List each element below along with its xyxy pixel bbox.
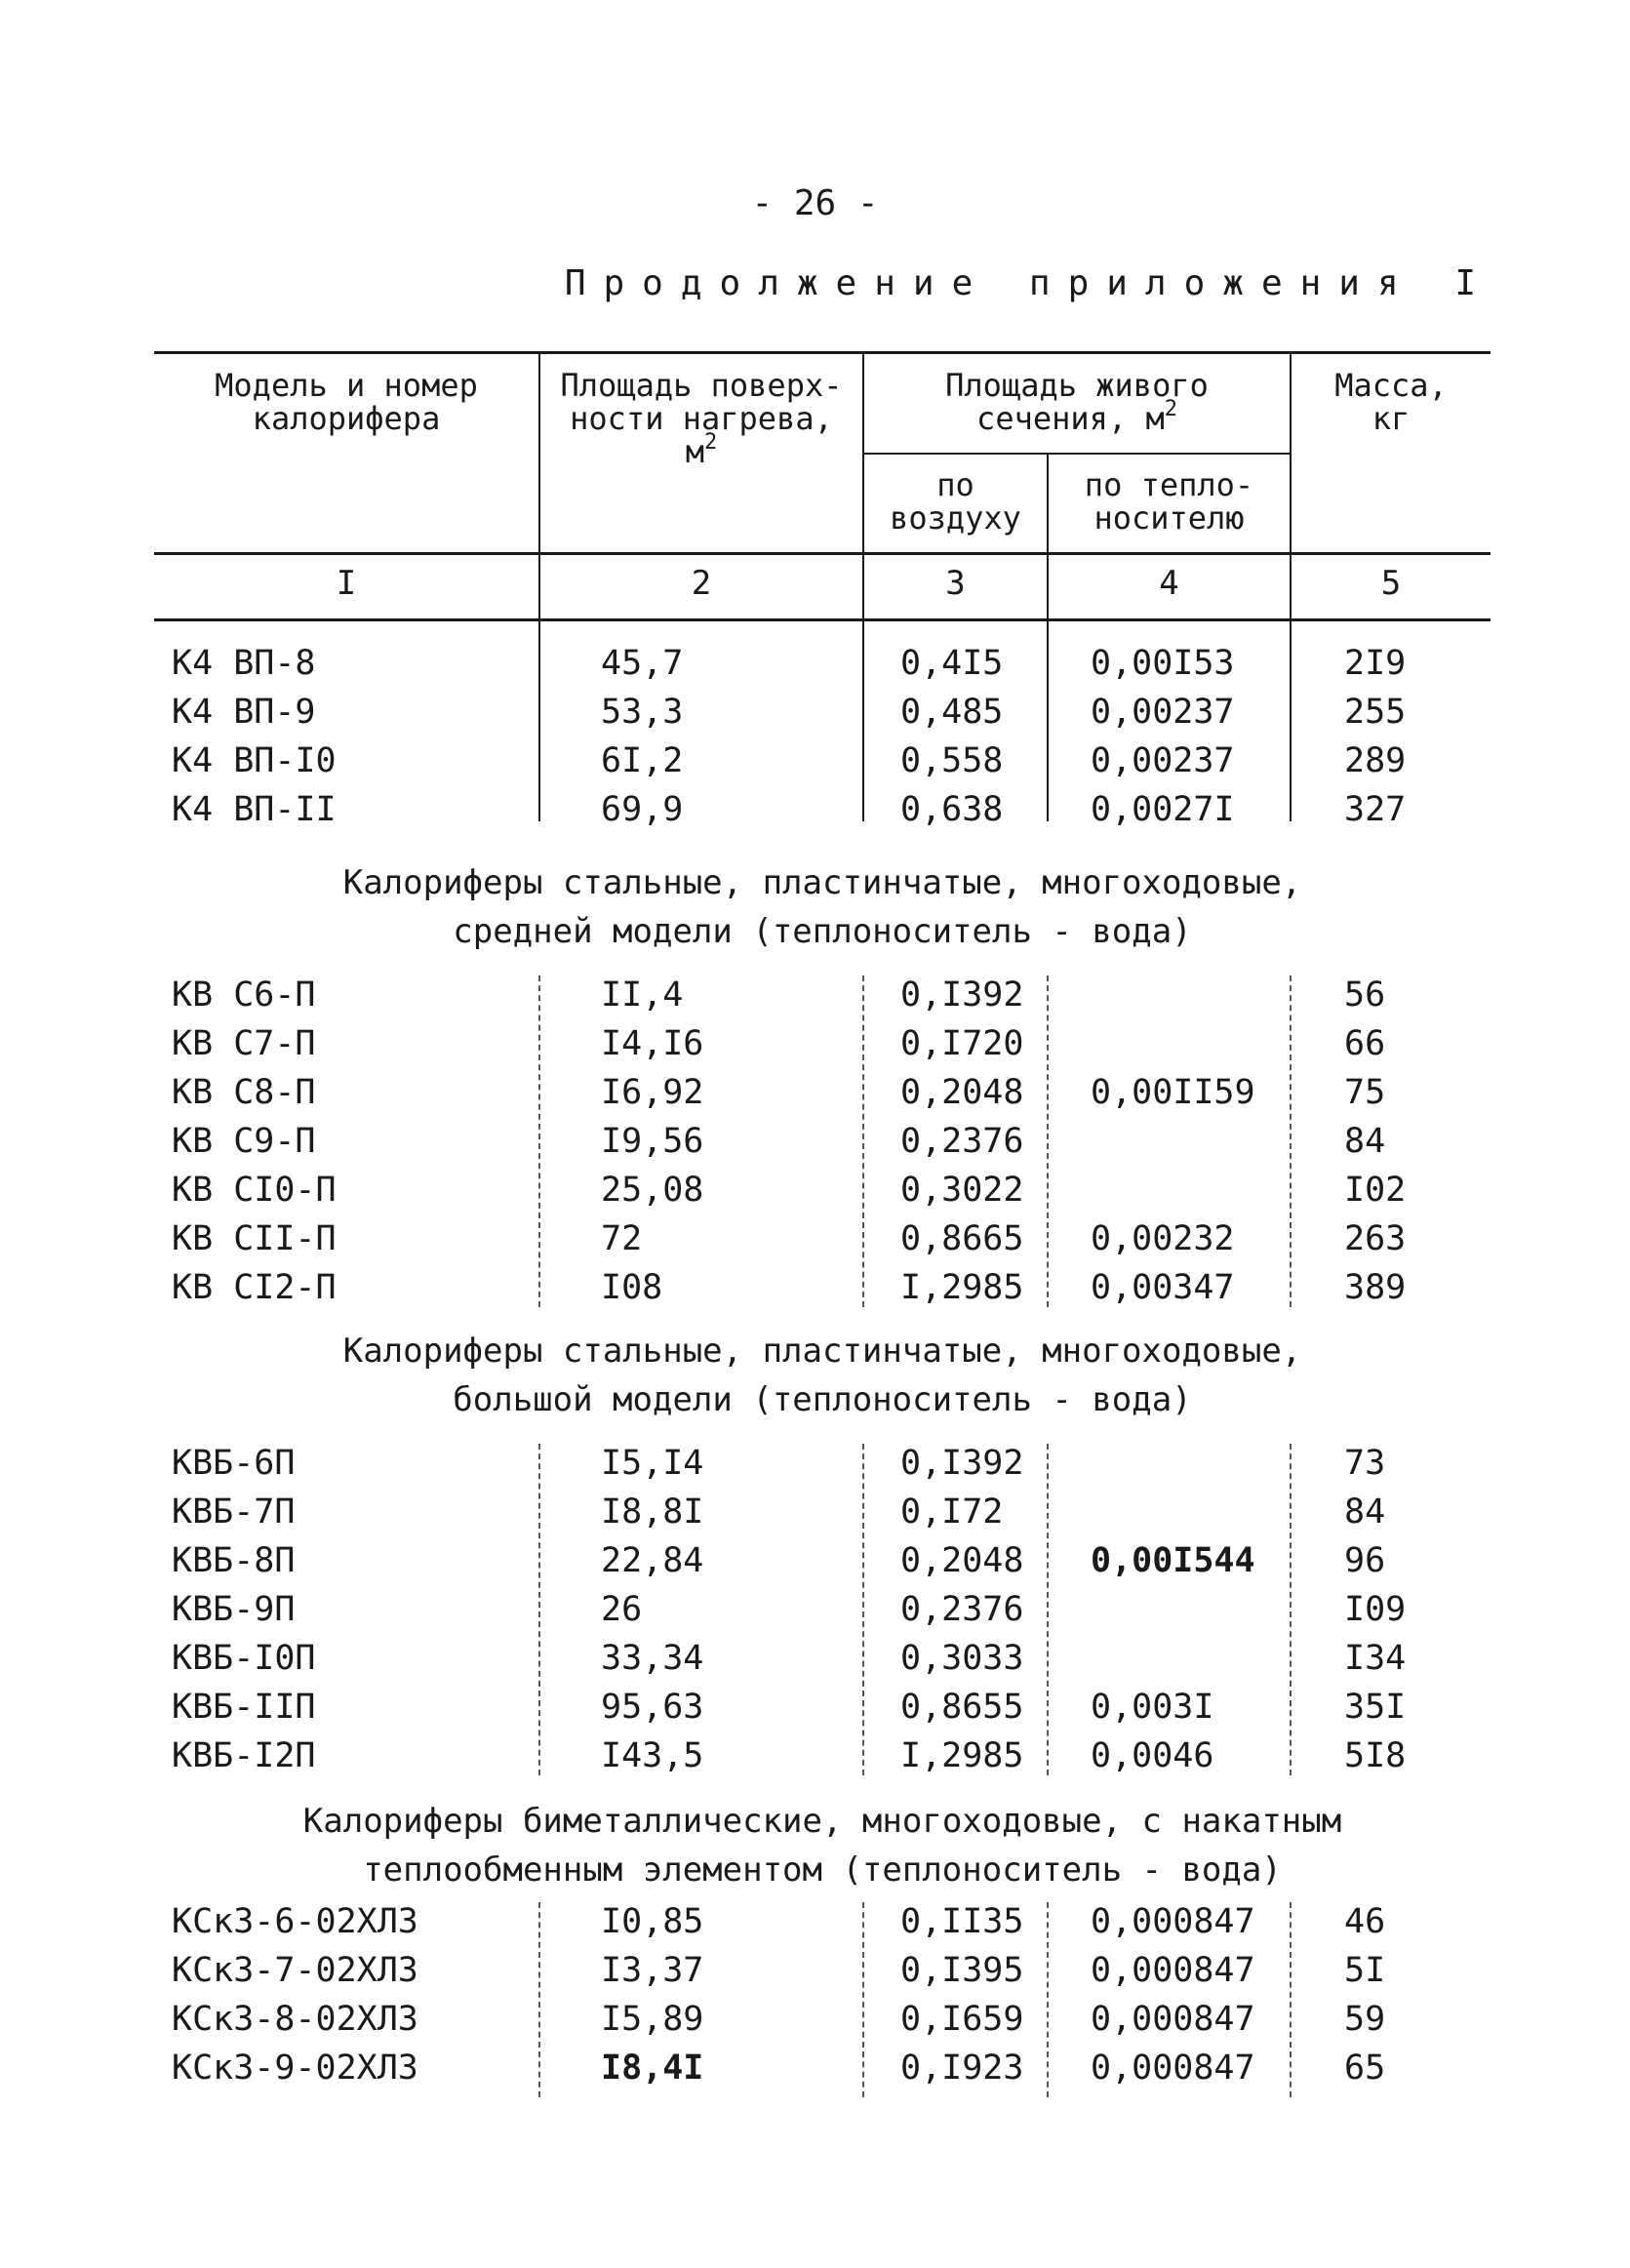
cell-model: К4 ВП-I0 [172,741,337,780]
cell-air: 0,I720 [900,1024,1024,1063]
table-row [154,1219,1491,1268]
cell-air: I,2985 [900,1268,1024,1307]
cell-model: КВБ-I2П [172,1736,316,1775]
table-row [154,693,1491,741]
cell-area: I9,56 [601,1122,704,1161]
table-row [154,1688,1491,1736]
table-row [154,1171,1491,1219]
section-title-bimetal-line1: Калориферы биметаллические, многоходовые, с накатным [302,1802,1342,1841]
cell-area: 26 [601,1590,643,1629]
cell-area: II,4 [601,975,684,1015]
cell-heat: 0,000847 [1091,1902,1255,1941]
cell-model: КСк3-9-02ХЛ3 [172,2049,418,2088]
table-row [154,1590,1491,1639]
page-number: - 26 - [751,183,879,223]
cell-model: КВБ-9П [172,1590,296,1629]
cell-mass: 327 [1344,790,1407,829]
section-title-medium-line1: Калориферы стальные, пластинчатые, многоходовые, [342,863,1302,902]
section-title-large-line1: Калориферы стальные, пластинчатые, многоходовые, [342,1332,1302,1371]
cell-mass: 65 [1344,2049,1386,2088]
continuation-caption: Продолжение приложения I [564,263,1493,303]
cell-air: 0,I395 [900,1951,1024,1990]
cell-air: 0,485 [900,693,1004,732]
cell-heat: 0,00237 [1091,693,1235,732]
merged-heat-medium: 0,00II59 [1091,1073,1255,1112]
cell-mass: 66 [1344,1024,1386,1063]
cell-area: 25,08 [601,1171,704,1210]
table-row [154,1639,1491,1688]
table-row [154,1268,1491,1317]
header-model: Модель и номер калорифера [215,367,478,437]
cell-heat: 0,000847 [1091,2049,1255,2088]
col-num-4: 4 [1159,564,1179,603]
cell-model: КВ СI0-П [172,1171,337,1210]
cell-area: I8,8I [601,1492,704,1532]
cell-mass: I09 [1344,1590,1407,1629]
header-mass: Масса, кг [1334,367,1448,437]
cell-model: КСк3-8-02ХЛ3 [172,2000,418,2039]
cell-area: 45,7 [601,644,684,683]
cell-air: 0,I392 [900,1444,1024,1483]
cell-air: 0,2376 [900,1122,1024,1161]
cell-mass: 46 [1344,1902,1386,1941]
cell-air: 0,I659 [900,2000,1024,2039]
header-heating-area-sup: 2 [704,430,718,455]
cell-air: 0,8655 [900,1688,1024,1727]
cell-area: I0,85 [601,1902,704,1941]
cell-mass: 2I9 [1344,644,1407,683]
cell-model: КВ С8-П [172,1073,316,1112]
col-num-1: I [336,564,357,603]
cell-area: 22,84 [601,1541,704,1580]
cell-air: 0,I392 [900,975,1024,1015]
cell-model: КВ С6-П [172,975,316,1015]
header-by-air: по воздуху [890,466,1021,537]
cell-air: 0,8665 [900,1219,1024,1258]
cell-area: I4,I6 [601,1024,704,1063]
cell-mass: 75 [1344,1073,1386,1112]
col-num-2: 2 [691,564,712,603]
cell-heat: 0,003I [1091,1688,1214,1727]
cell-air: 0,638 [900,790,1004,829]
header-heating-area [540,369,862,473]
merged-heat-large: 0,00I544 [1091,1541,1255,1580]
cell-area: 69,9 [601,790,684,829]
cell-mass: 35I [1344,1688,1407,1727]
cell-air: 0,I923 [900,2049,1024,2088]
cell-area: I08 [601,1268,663,1307]
subheader-rule [862,453,1290,455]
cell-air: 0,2048 [900,1073,1024,1112]
cell-mass: 389 [1344,1268,1407,1307]
cell-area: I43,5 [601,1736,704,1775]
header-free-section-sup: 2 [1164,397,1177,421]
cell-model: КВБ-7П [172,1492,296,1532]
cell-area: 6I,2 [601,741,684,780]
cell-model: КСк3-7-02ХЛ3 [172,1951,418,1990]
cell-air: 0,2376 [900,1590,1024,1629]
cell-area: 72 [601,1219,643,1258]
cell-area: 53,3 [601,693,684,732]
table-row [154,2049,1491,2097]
header-free-section-text: Площадь живого сечения, м [945,367,1209,437]
cell-air: 0,4I5 [900,644,1004,683]
cell-heat: 0,000847 [1091,2000,1255,2039]
cell-mass: 59 [1344,2000,1386,2039]
cell-model: КВБ-8П [172,1541,296,1580]
cell-area: I3,37 [601,1951,704,1990]
section-title-bimetal-line2: теплообменным элементом (теплоноситель - вода) [363,1850,1282,1890]
cell-area: I5,89 [601,2000,704,2039]
section-title-medium-line2: средней модели (теплоноситель - вода) [453,912,1192,951]
cell-heat: 0,00232 [1091,1219,1235,1258]
cell-model: КВБ-IIП [172,1688,316,1727]
table-row [154,790,1491,839]
cell-heat: 0,0046 [1091,1736,1214,1775]
col-num-3: 3 [945,564,966,603]
cell-model: КВБ-I0П [172,1639,316,1678]
cell-air: 0,2048 [900,1541,1024,1580]
cell-air: I,2985 [900,1736,1024,1775]
cell-mass: 84 [1344,1492,1386,1532]
table-row [154,1073,1491,1122]
cell-air: 0,I72 [900,1492,1004,1532]
cell-model: КВ С9-П [172,1122,316,1161]
cell-model: КСк3-6-02ХЛ3 [172,1902,418,1941]
cell-area: I5,I4 [601,1444,704,1483]
cell-mass: 255 [1344,693,1407,732]
col-num-5: 5 [1380,564,1402,603]
table-row [154,2000,1491,2049]
cell-model: К4 ВП-II [172,790,337,829]
cell-model: КВ СI2-П [172,1268,337,1307]
cell-model: К4 ВП-9 [172,693,316,732]
cell-area: 33,34 [601,1639,704,1678]
table-row [154,975,1491,1024]
cell-mass: 263 [1344,1219,1407,1258]
header-by-heat-carrier: по тепло- носителю [1084,466,1254,537]
table-row [154,1122,1491,1171]
section-title-large-line2: большой модели (теплоноситель - вода) [453,1380,1192,1419]
cell-mass: 5I8 [1344,1736,1407,1775]
calorifer-table [154,351,1491,2107]
table-row [154,741,1491,790]
cell-model: КВ СII-П [172,1219,337,1258]
cell-heat: 0,00I53 [1091,644,1235,683]
cell-mass: 5I [1344,1951,1386,1990]
table-row [154,1541,1491,1590]
cell-air: 0,II35 [900,1902,1024,1941]
cell-mass: 56 [1344,975,1386,1015]
cell-air: 0,3033 [900,1639,1024,1678]
cell-area: I6,92 [601,1073,704,1112]
table-row [154,1902,1491,1951]
cell-mass: I34 [1344,1639,1407,1678]
header-heating-area-text: Площадь поверх- ности нагрева, м [560,367,843,470]
table-row [154,1951,1491,2000]
cell-mass: I02 [1344,1171,1407,1210]
cell-model: КВ С7-П [172,1024,316,1063]
table-row [154,1444,1491,1492]
cell-model: К4 ВП-8 [172,644,316,683]
table-row [154,1492,1491,1541]
cell-heat: 0,0027I [1091,790,1235,829]
cell-mass: 73 [1344,1444,1386,1483]
cell-mass: 96 [1344,1541,1386,1580]
cell-heat: 0,00237 [1091,741,1235,780]
table-row [154,1736,1491,1785]
cell-model: КВБ-6П [172,1444,296,1483]
cell-mass: 289 [1344,741,1407,780]
cell-heat: 0,000847 [1091,1951,1255,1990]
cell-air: 0,558 [900,741,1004,780]
table-row [154,1024,1491,1073]
cell-mass: 84 [1344,1122,1386,1161]
cell-air: 0,3022 [900,1171,1024,1210]
cell-heat: 0,00347 [1091,1268,1235,1307]
header-free-section [864,369,1290,440]
table-row [154,644,1491,693]
cell-area: I8,4I [601,2049,704,2088]
cell-area: 95,63 [601,1688,704,1727]
